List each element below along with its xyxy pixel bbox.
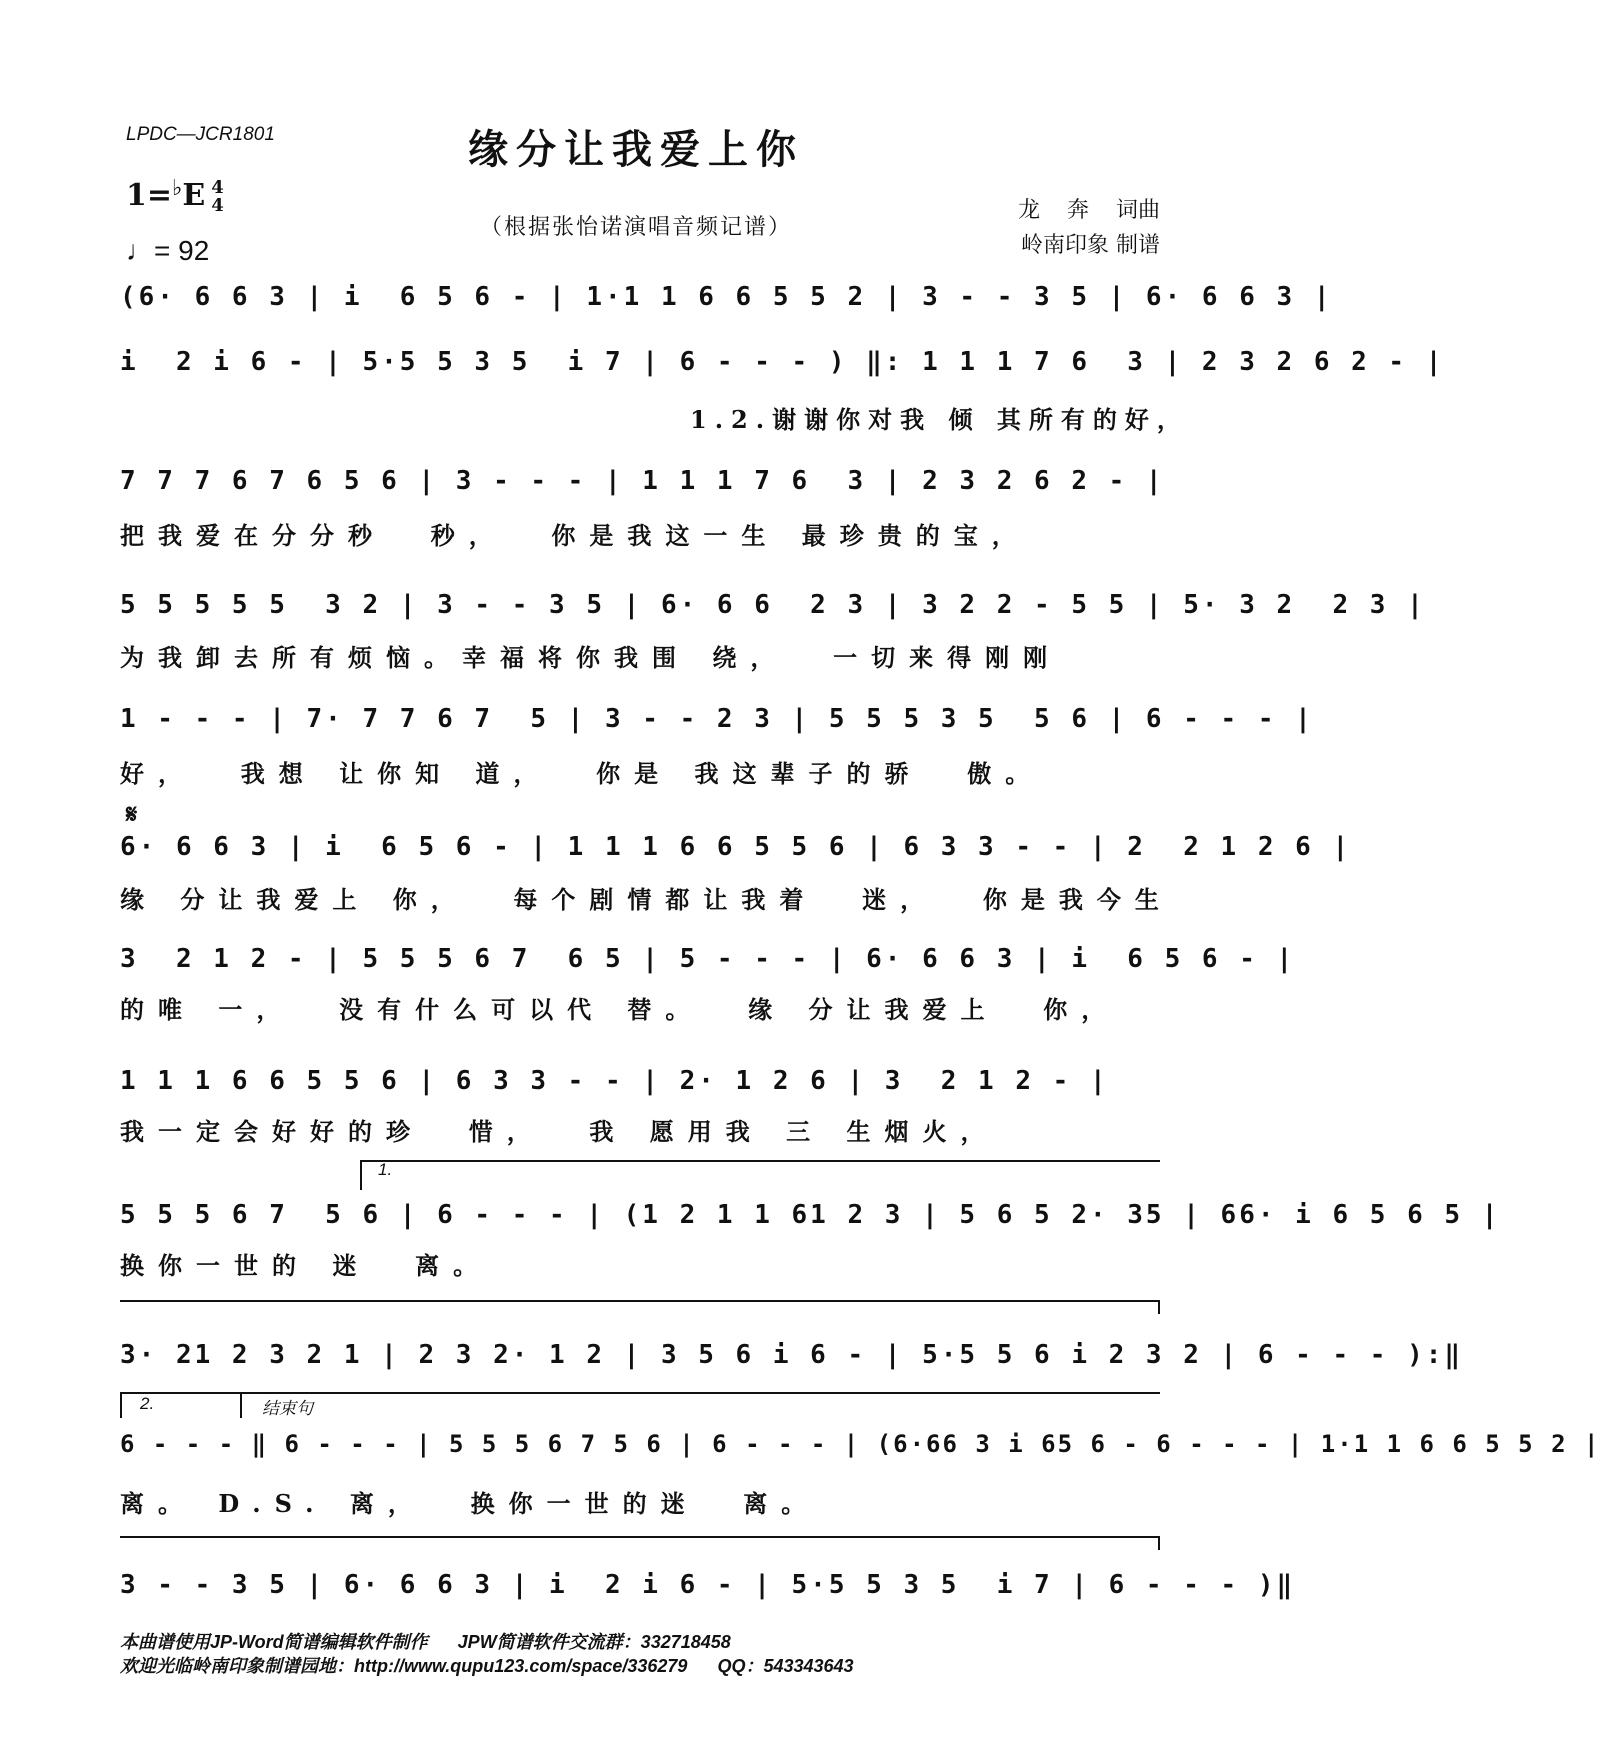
staff-line-9 (120, 1200, 1501, 1244)
credit-arranger: 岭南印象 制谱 (1021, 233, 1160, 258)
notation: 5 5 5 6 7 5 6 | 6 - - - | (1 2 1 1 61 2 3 | 5 6 5 2· 35 | 66· i 6 5 6 5 | (120, 1200, 1501, 1230)
key-prefix: 1= (126, 178, 173, 213)
lyrics: 1.2.谢谢你对我 倾 其所有的好， (690, 405, 1189, 434)
volta-1-bracket (360, 1160, 1160, 1162)
ending-bracket-side (240, 1392, 242, 1418)
notation: 7 7 7 6 7 6 5 6 | 3 - - - | 1 1 1 7 6 3 | 2 3 2 6 2 - | (120, 466, 1165, 496)
staff-line-2 (120, 347, 1445, 391)
key-letter: E (182, 178, 206, 213)
footer-line-1: 本曲谱使用JP-Word简谱编辑软件制作 JPW简谱软件交流群：332718458 (120, 1632, 731, 1652)
notation: 1 1 1 6 6 5 5 6 | 6 3 3 - - | 2· 1 2 6 | 3 2 1 2 - | (120, 1066, 1109, 1096)
staff-line-1 (120, 282, 1333, 326)
staff-line-7 (120, 944, 1296, 988)
lyrics: 换你一世的 迷 离。 (120, 1251, 492, 1280)
flat-sign: ♭ (172, 175, 183, 201)
notation: 6 - - - ‖ 6 - - - | 5 5 5 6 7 5 6 | 6 - - - | (6·66 3 i 65 6 - 6 - - - | 1·1 1 6 6 5 5 2 | (120, 1430, 1600, 1458)
song-title: 缘分让我爱上你 (468, 126, 804, 173)
lyrics: 缘 分让我爱上 你， 每个剧情都让我着 迷， 你是我今生 (120, 885, 1173, 914)
volta-2-bracket-side (120, 1392, 122, 1418)
staff-line-5 (120, 704, 1314, 748)
credit-composer: 龙 奔 词曲 (1018, 198, 1160, 223)
notation: 5 5 5 5 5 3 2 | 3 - - 3 5 | 6· 6 6 2 3 | 3 2 2 - 5 5 | 5· 3 2 2 3 | (120, 590, 1426, 620)
lyrics: 的唯 一， 没有什么可以代 替。 缘 分让我爱上 你， (120, 995, 1120, 1024)
key-signature (126, 175, 224, 215)
volta-2-label: 2. (140, 1394, 155, 1413)
continuation-bracket-end (1158, 1300, 1160, 1314)
notation: 6· 6 6 3 | i 6 5 6 - | 1 1 1 6 6 5 5 6 | 6 3 3 - - | 2 2 1 2 6 | (120, 832, 1352, 862)
lyrics: 把我爱在分分秒 秒， 你是我这一生 最珍贵的宝， (120, 521, 1030, 550)
footer-line-2: 欢迎光临岭南印象制谱园地：http://www.qupu123.com/space/336279 QQ：543343643 (120, 1656, 854, 1676)
staff-line-6 (120, 832, 1352, 876)
staff-line-4 (120, 590, 1426, 634)
meter-bottom: 4 (211, 195, 224, 216)
tempo-marking: ♩= 92 (126, 235, 210, 266)
volta-1-bracket-side (360, 1160, 362, 1190)
continuation-bracket-2-end (1158, 1536, 1160, 1550)
time-signature (211, 179, 224, 215)
score-code: LPDC—JCR1801 (126, 124, 275, 145)
staff-line-12 (120, 1570, 1296, 1614)
staff-line-3 (120, 466, 1165, 510)
segno-sign: 𝄋 (126, 800, 138, 830)
continuation-bracket (120, 1300, 1160, 1302)
notation: 3· 21 2 3 2 1 | 2 3 2· 1 2 | 3 5 6 i 6 - | 5·5 5 6 i 2 3 2 | 6 - - - ):‖ (120, 1340, 1464, 1370)
ending-label: 结束句 (262, 1399, 313, 1418)
subtitle: （根据张怡诺演唱音频记谱） (479, 215, 792, 240)
lyrics: 我一定会好好的珍 惜， 我 愿用我 三 生烟火， (120, 1117, 999, 1146)
volta-1-label: 1. (378, 1160, 393, 1179)
lyrics: 好， 我想 让你知 道， 你是 我这辈子的骄 傲。 (120, 759, 1044, 788)
notation: 3 - - 3 5 | 6· 6 6 3 | i 2 i 6 - | 5·5 5 3 5 i 7 | 6 - - - )‖ (120, 1570, 1296, 1600)
notation: 3 2 1 2 - | 5 5 5 6 7 6 5 | 5 - - - | 6· 6 6 3 | i 6 5 6 - | (120, 944, 1296, 974)
staff-line-11 (120, 1430, 1600, 1474)
notation: 1 - - - | 7· 7 7 6 7 5 | 3 - - 2 3 | 5 5 5 3 5 5 6 | 6 - - - | (120, 704, 1314, 734)
meter-top: 4 (211, 177, 224, 198)
staff-line-8 (120, 1066, 1160, 1110)
continuation-bracket-2 (120, 1536, 1160, 1538)
notation: i 2 i 6 - | 5·5 5 3 5 i 7 | 6 - - - ) ‖: 1 1 1 7 6 3 | 2 3 2 6 2 - | (120, 347, 1445, 377)
staff-line-10 (120, 1340, 1464, 1384)
lyrics: 为我卸去所有烦恼。幸福将你我围 绕， 一切来得刚刚 (120, 643, 1062, 672)
lyrics: 离。 D.S. 离， 换你一世的迷 离。 (120, 1489, 820, 1518)
notation: (6· 6 6 3 | i 6 5 6 - | 1·1 1 6 6 5 5 2 | 3 - - 3 5 | 6· 6 6 3 | (120, 282, 1333, 312)
